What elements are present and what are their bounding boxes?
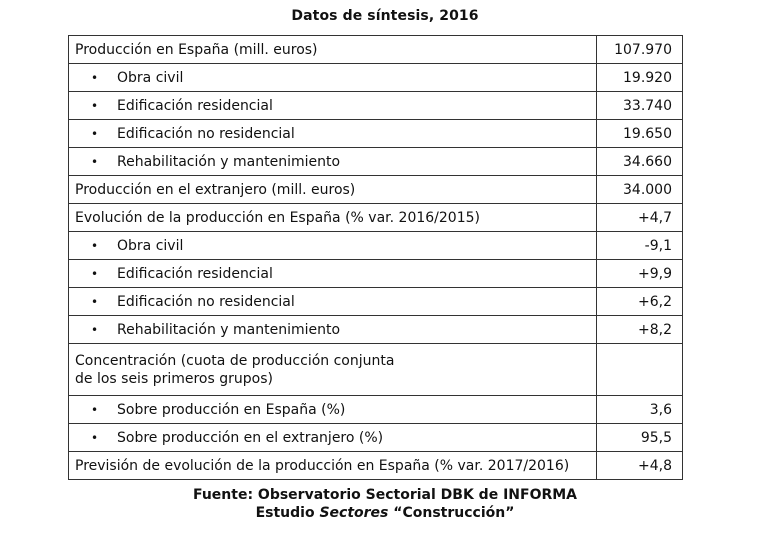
row-label: Previsión de evolución de la producción en España (% var. 2017/2016) (69, 452, 597, 480)
table-row (69, 92, 683, 120)
row-label: Sobre producción en España (%) (117, 401, 346, 418)
row-value: 19.650 (596, 120, 682, 148)
row-label: Edificación residencial (117, 97, 273, 114)
row-value: 95,5 (596, 424, 682, 452)
synthesis-table (68, 35, 683, 480)
bullet-icon: • (91, 238, 99, 253)
table-row (69, 316, 683, 344)
source-study-italic: Sectores (319, 505, 389, 521)
row-value: 34.660 (596, 148, 682, 176)
bullet-icon: • (91, 126, 99, 141)
row-value: +4,7 (596, 204, 682, 232)
bullet-icon: • (91, 70, 99, 85)
row-label: Rehabilitación y mantenimiento (117, 153, 341, 170)
table-row (69, 288, 683, 316)
row-value: -9,1 (596, 232, 682, 260)
table-row (69, 452, 683, 480)
bullet-icon: • (91, 402, 99, 417)
row-label-line: de los seis primeros grupos) (75, 370, 273, 387)
row-label (69, 344, 597, 396)
row-value: 34.000 (596, 176, 682, 204)
row-label: Rehabilitación y mantenimiento (117, 321, 341, 338)
row-value: +6,2 (596, 288, 682, 316)
row-label: Producción en el extranjero (mill. euros) (69, 176, 597, 204)
row-value: 19.920 (596, 64, 682, 92)
table-row (69, 36, 683, 64)
table-row (69, 260, 683, 288)
row-label: Producción en España (mill. euros) (69, 36, 597, 64)
source-line: Fuente: Observatorio Sectorial DBK de INFORMA (192, 487, 578, 503)
bullet-icon: • (91, 154, 99, 169)
table-row (69, 424, 683, 452)
row-label-line: Concentración (cuota de producción conjunta (75, 352, 395, 369)
row-label: Edificación residencial (117, 265, 273, 282)
bullet-icon: • (91, 266, 99, 281)
row-label: Obra civil (117, 69, 184, 86)
row-value: 107.970 (596, 36, 682, 64)
source-study-prefix: Estudio (255, 505, 320, 521)
row-label: Edificación no residencial (117, 293, 295, 310)
bullet-icon: • (91, 322, 99, 337)
row-value: +4,8 (596, 452, 682, 480)
table-row (69, 176, 683, 204)
table-row (69, 148, 683, 176)
bullet-icon: • (91, 294, 99, 309)
page-title: Datos de síntesis, 2016 (291, 8, 479, 24)
row-label: Evolución de la producción en España (% var. 2016/2015) (69, 204, 597, 232)
row-value: +9,9 (596, 260, 682, 288)
bullet-icon: • (91, 430, 99, 445)
row-value: +8,2 (596, 316, 682, 344)
table-row (69, 344, 683, 396)
table-row (69, 204, 683, 232)
row-label: Sobre producción en el extranjero (%) (117, 429, 384, 446)
row-value: 3,6 (596, 396, 682, 424)
table-row (69, 64, 683, 92)
table-row (69, 120, 683, 148)
source-note (0, 486, 770, 522)
table-row (69, 232, 683, 260)
row-label: Edificación no residencial (117, 125, 295, 142)
source-line (0, 504, 770, 522)
row-value: 33.740 (596, 92, 682, 120)
row-label: Obra civil (117, 237, 184, 254)
row-value (596, 344, 682, 396)
bullet-icon: • (91, 98, 99, 113)
source-study-suffix: “Construcción” (388, 505, 515, 521)
table-row (69, 396, 683, 424)
